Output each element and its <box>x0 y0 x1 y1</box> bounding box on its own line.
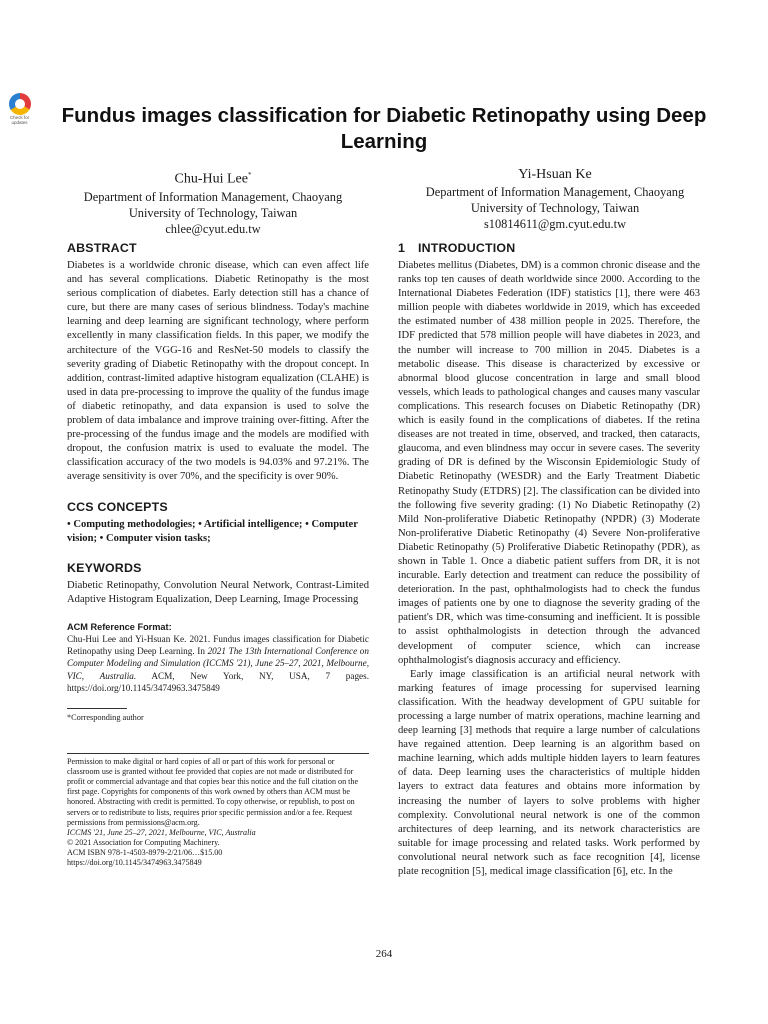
keywords-section <box>67 560 369 607</box>
keywords-heading: KEYWORDS <box>67 560 142 575</box>
footnote-corresponding: *Corresponding author <box>67 713 144 723</box>
abstract-text: Diabetes is a worldwide chronic disease, which can even affect life and has several complications. Diabetic Retinopathy is the most serious complication of diabetes. Early detection still has a chance of cure, but there are many cases of serious blindness. Today's machine learning and deep learning are significant technology, where perform excellently in many classification fields. In this paper, we modify the architecture of the VGG-16 and ResNet-50 models to classify the severity grading of Diabetic Retinopathy with the dropout concept. In addition, contrast-limited adaptive histogram equalization (CLAHE) is used in data pre-processing to improve the quality of the fundus image of diabetic retinopathy, and data expansion is used to solve the problem of data imbalance and improve training over-fitting. After the pre-processing of the fundus image and the models are modified with dropout, the confusion matrix is used to evaluate the model. The classification accuracy of the two models is 94.03% and 97.21%. The average sensitivity is over 70%, and the specificity is over 90%. <box>67 260 369 483</box>
author-affiliation-line-1: Department of Information Management, Chaoyang <box>83 189 343 204</box>
isbn-line: ACM ISBN 978-1-4503-8979-2/21/06…$15.00 <box>67 847 223 857</box>
right-column <box>398 240 700 879</box>
doi-line: https://doi.org/10.1145/3474963.3475849 <box>67 858 202 868</box>
author-block-1 <box>48 166 378 237</box>
permission-rule <box>67 753 369 754</box>
section-number: 1 <box>398 241 406 255</box>
ccs-heading: CCS CONCEPTS <box>67 499 168 514</box>
copyright-line: © 2021 Association for Computing Machinery. <box>67 837 220 847</box>
author-affiliation-line-2: University of Technology, Taiwan <box>470 201 640 215</box>
page-number: 264 <box>375 948 393 960</box>
footnote-rule <box>67 708 127 709</box>
author-affiliation-line-2: University of Technology, Taiwan <box>128 205 298 220</box>
conference-line: ICCMS '21, June 25–27, 2021, Melbourne, VIC, Australia <box>67 827 256 837</box>
author-block-2 <box>390 166 720 232</box>
ccs-text: • Computing methodologies; • Artificial intelligence; • Computer vision; • Computer vision tasks; <box>67 518 358 544</box>
abstract-section <box>67 240 369 485</box>
badge-line-2: updates <box>11 120 28 125</box>
abstract-heading: ABSTRACT <box>67 241 137 255</box>
badge-line-1: Check for <box>9 115 30 120</box>
acm-reference-venue: 2021 The 13th International Conference on Computer Modeling and Simulation (ICCMS '21), June 25–27, 2021, Melbourne, VIC, Australia. <box>67 646 369 681</box>
acm-reference <box>67 621 369 694</box>
paper-title: Fundus images classification for Diabetic Retinopathy using Deep Learning <box>61 104 707 153</box>
acm-reference-label: ACM Reference Format: <box>67 621 172 632</box>
acm-reference-text: Chu-Hui Lee and Yi-Hsuan Ke. 2021. Fundus images classification for Diabetic Retinopathy using Deep Learning. In 2021 The 13th International Conference on Computer Modeling and Simulation (ICCMS '21), June 25–27, 2021, Melbourne, VIC, Australia. ACM, New York, NY, USA, 7 pages. https://doi.org/10.1145/3474963.3475849 <box>67 634 369 693</box>
keywords-text: Diabetic Retinopathy, Convolution Neural Network, Contrast-Limited Adaptive Histogram Equalization, Deep Learning, Image Processing <box>67 579 369 605</box>
permission-text: Permission to make digital or hard copies of all or part of this work for personal or classroom use is granted without fee provided that copies are not made or distributed for profit or commercial advantage and that copies bear this notice and the full citation on the first page. Copyrights for components of this work owned by others than ACM must be honored. Abstracting with credit is permitted. To copy otherwise, or republish, to post on servers or to redistribute to lists, requires prior specific permission and/or a fee. Request permissions from permissions@acm.org. <box>67 757 359 827</box>
author-name: Chu-Hui Lee* <box>174 171 252 187</box>
left-column <box>67 240 369 868</box>
check-for-updates-badge[interactable] <box>6 93 33 125</box>
check-for-updates-icon <box>9 93 31 115</box>
introduction-heading: 1 INTRODUCTION <box>398 241 516 255</box>
author-name: Yi-Hsuan Ke <box>518 167 592 182</box>
introduction-paragraph-2: Early image classification is an artificial neural network with marking features of image processing for supervised learning classification. With the headway development of GPU suitable for processing a large number of matrix operations, machine learning and deep learning [3] methods that require a large number of calculations have regained attention. Deep learning is an algorithm based on machine learning, which adds multiple hidden layers to learn features of data. Deep learning uses the characteristics of multiple hidden layers to extract data features and obtains more information by increasing the number of layers to solve problems with higher complexity. Convolutional neural network is one of the common architectures of deep learning, and its network characteristics are suitable for image processing and related tasks. Work performed by convolutional neural network such as face recognition [4], license plate recognition [5], medical image classification [6], etc. In the <box>398 668 700 878</box>
ccs-section <box>67 499 369 546</box>
author-email: s10814611@gm.cyut.edu.tw <box>483 217 627 231</box>
author-email: chlee@cyut.edu.tw <box>165 221 261 236</box>
introduction-paragraph-1: Diabetes mellitus (Diabetes, DM) is a common chronic disease and the ranks top ten causes of death worldwide since 2000. According to the International Diabetes Federation (IDF) statistics [1], there were 463 million people with diabetes worldwide in 2019, which has exceeded the estimated number of 438 million people in 2025. Therefore, the IDF predicted that 578 million people will have diabetes in 2023, and the number will increase to 700 million in 2045. Diabetes is a metabolic disease. This disease is characterized by excessive or abnormal blood glucose concentration in large and small blood vessels, which leads to pathological changes and causes many vascular complications. This research focuses on Diabetic Retinopathy (DR) which is easily found in the complications of diabetes. If the retina diseases are not treated in time, observed, and tracked, then cataracts, glaucoma, and even blindness may occur in severe cases. The severity grading of DR is defined by the Wisconsin Epidemiologic Study of Diabetic Retinopathy (WESDR) and the Early Treatment Diabetic Retinopathy Study (ETDRS) [2]. The classification can be divided into the following five severity grading: (1) No Diabetic Retinopathy (2) Mild Non-proliferative Diabetic Retinopathy (NPDR) (3) Moderate Non-proliferative Diabetic Retinopathy (4) Severe Non-proliferative Diabetic Retinopathy (5) Proliferative Diabetic Retinopathy (PDR), as shown in Table 1. Once a diabetic patient suffers from DR, it is not incurable. Early detection and treatment can reduce the possibility of deterioration. In the past, ophthalmologists had to check the fundus images of patients one by one to diagnose the severity grading of the patient's DR, which was time-consuming and inefficient. It is possible to assist ophthalmologists in detection through the advanced development of computer science, which can increase ophthalmologist's diagnosis accuracy and efficiency. <box>398 260 700 666</box>
permission-block <box>67 757 369 868</box>
author-affiliation-line-1: Department of Information Management, Chaoyang <box>425 185 685 199</box>
corresponding-mark: * <box>247 171 252 179</box>
